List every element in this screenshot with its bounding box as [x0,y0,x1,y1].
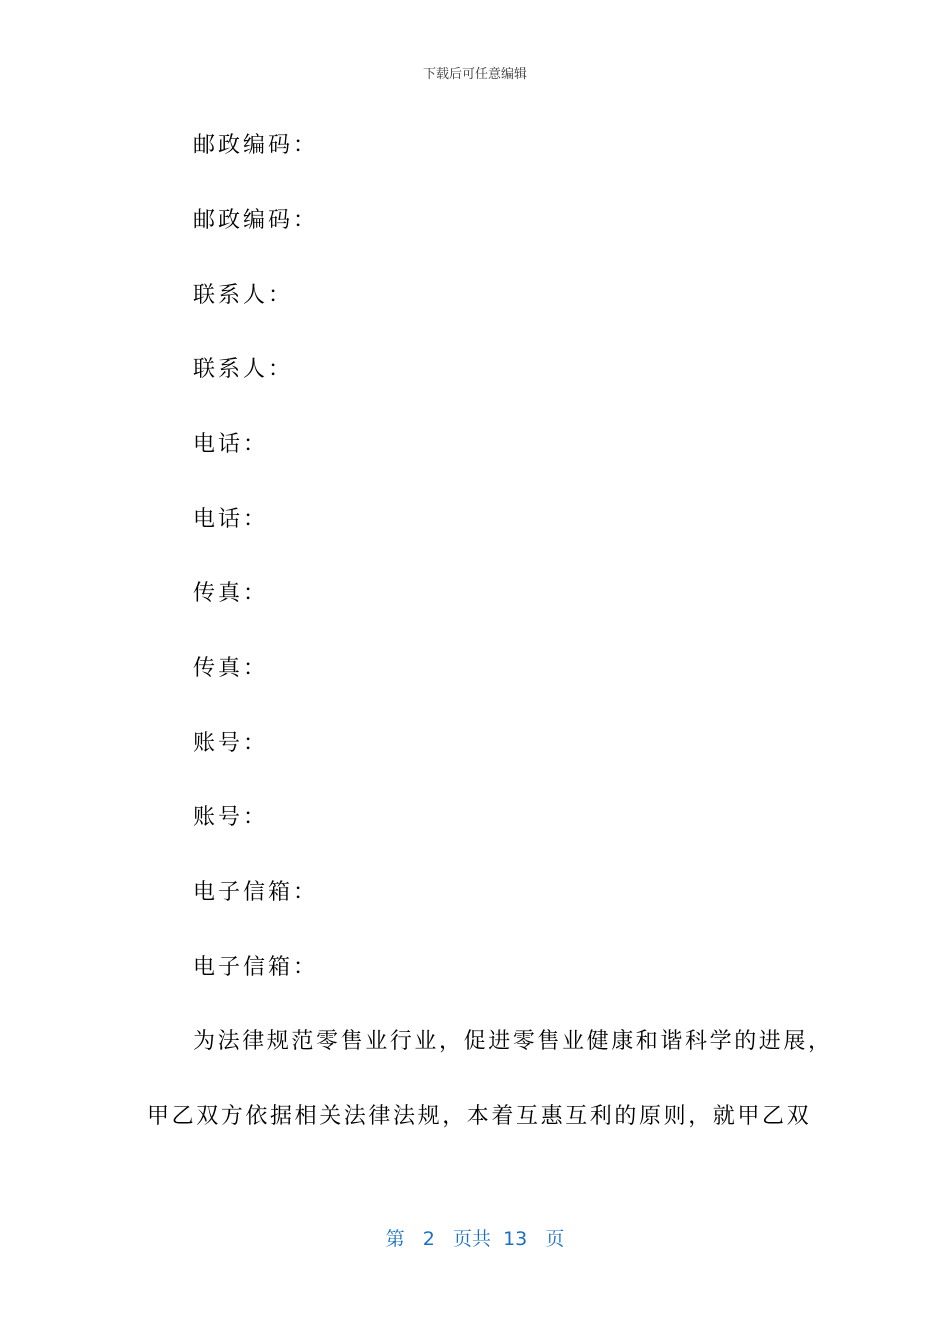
page-header: 下载后可任意编辑 [422,67,527,82]
fax-label-1: 传真： [193,581,269,606]
contact-label-1: 联系人： [193,283,294,308]
footer-total-pages: 13 [503,1228,528,1250]
footer-suffix: 页 [545,1228,565,1250]
email-label-1: 电子信箱： [193,880,319,905]
footer-prefix: 第 [385,1228,405,1250]
postal-code-label-1: 邮政编码： [193,133,319,158]
fax-label-2: 传真： [193,656,269,681]
page-footer [0,1226,950,1252]
postal-code-label-2: 邮政编码： [193,208,319,233]
email-label-2: 电子信箱： [193,955,319,980]
paragraph-line-1: 为法律规范零售业行业，促进零售业健康和谐科学的进展， [193,1029,833,1054]
footer-middle: 页共 [452,1228,491,1250]
account-label-2: 账号： [193,805,269,830]
account-label-1: 账号： [193,731,269,756]
paragraph-line-2: 甲乙双方依据相关法律法规，本着互惠互利的原则，就甲乙双 [147,1104,812,1129]
contact-label-2: 联系人： [193,357,294,382]
phone-label-2: 电话： [193,507,269,532]
phone-label-1: 电话： [193,432,269,457]
footer-current-page: 2 [422,1228,435,1250]
